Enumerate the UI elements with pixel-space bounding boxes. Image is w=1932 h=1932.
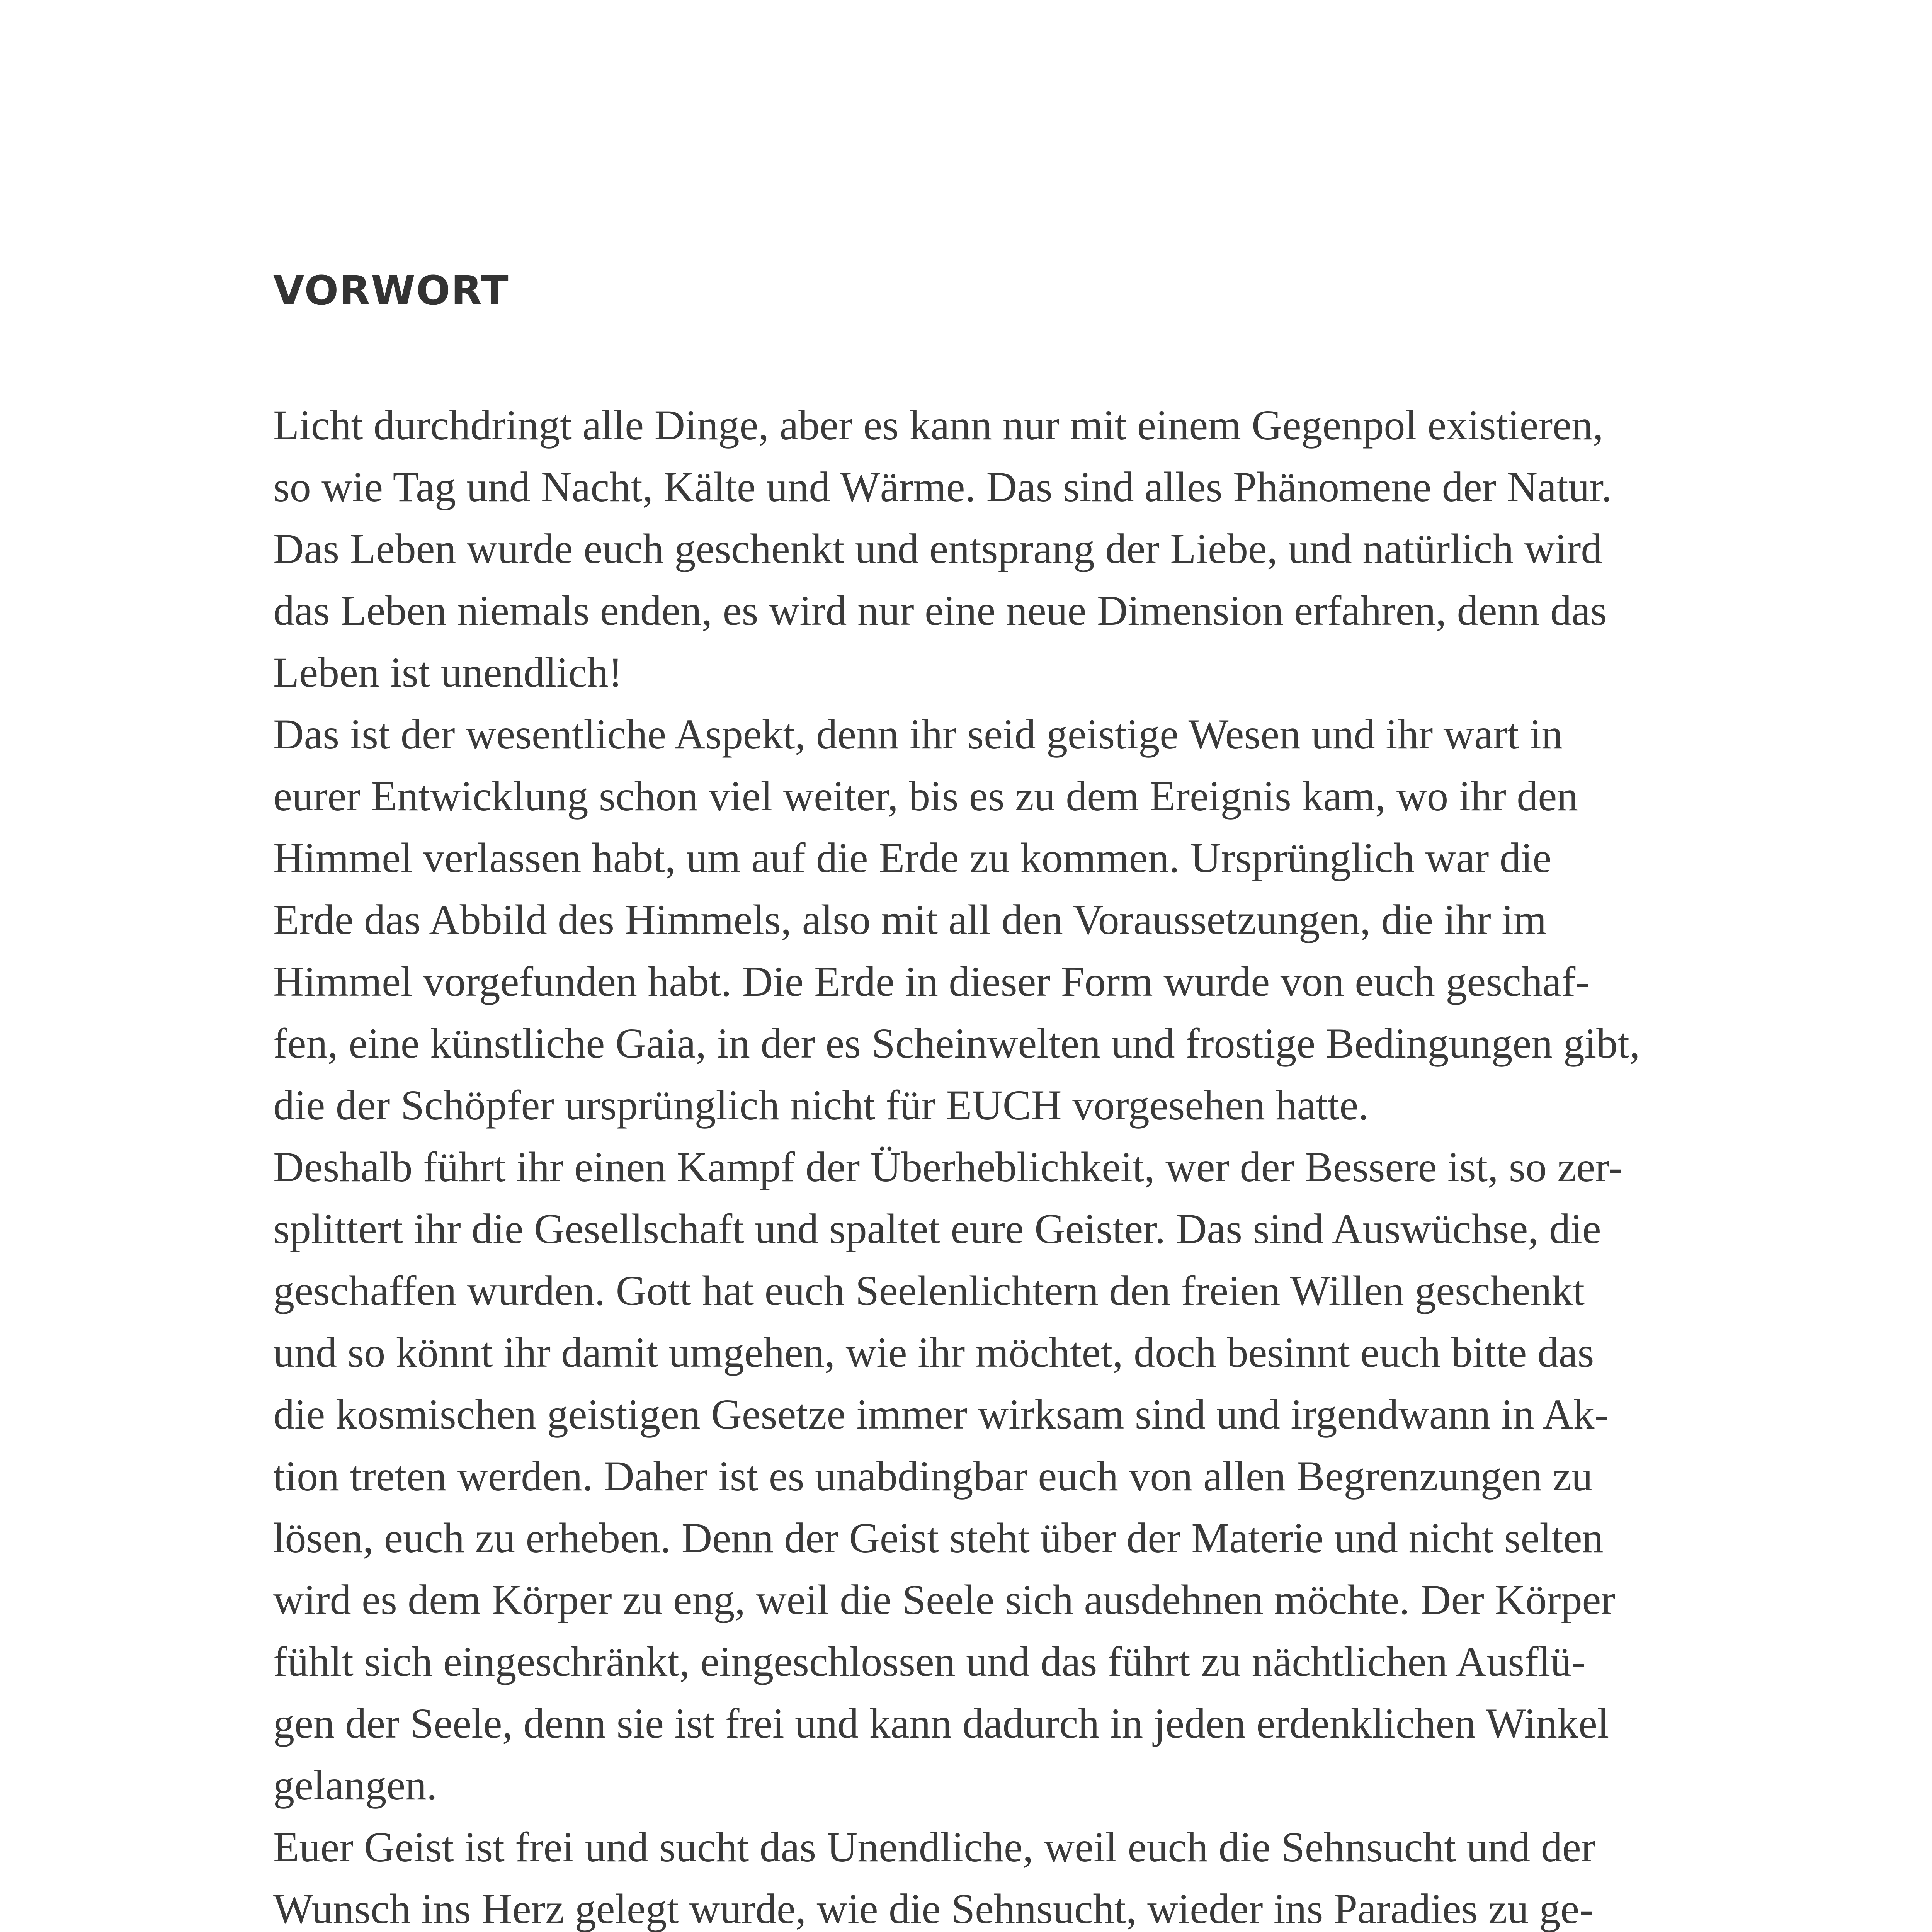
text-line: splittert ihr die Gesellschaft und spaltet eure Geister. Das sind Auswüchse, die: [273, 1205, 1601, 1252]
text-line: und so könnt ihr damit umgehen, wie ihr möchtet, doch besinnt euch bitte das: [273, 1329, 1594, 1376]
text-line: gelangen.: [273, 1762, 437, 1809]
text-line: Das Leben wurde euch geschenkt und entsprang der Liebe, und natürlich wird: [273, 525, 1602, 572]
text-line: fen, eine künstliche Gaia, in der es Scheinwelten und frostige Bedingungen gibt,: [273, 1020, 1640, 1067]
text-line: Das ist der wesentliche Aspekt, denn ihr seid geistige Wesen und ihr wart in: [273, 711, 1563, 758]
text-line: tion treten werden. Daher ist es unabdingbar euch von allen Begrenzungen zu: [273, 1452, 1593, 1500]
text-line: geschaffen wurden. Gott hat euch Seelenlichtern den freien Willen geschenkt: [273, 1267, 1585, 1314]
text-line: so wie Tag und Nacht, Kälte und Wärme. Das sind alles Phänomene der Natur.: [273, 463, 1612, 510]
text-line: Erde das Abbild des Himmels, also mit all den Voraussetzungen, die ihr im: [273, 896, 1547, 943]
text-line: Licht durchdringt alle Dinge, aber es kann nur mit einem Gegenpol existieren,: [273, 401, 1604, 449]
text-line: wird es dem Körper zu eng, weil die Seele sich ausdehnen möchte. Der Körper: [273, 1576, 1615, 1623]
text-line: die der Schöpfer ursprünglich nicht für EUCH vorgesehen hatte.: [273, 1082, 1369, 1129]
text-line: Himmel verlassen habt, um auf die Erde zu kommen. Ursprünglich war die: [273, 834, 1552, 881]
text-line: Wunsch ins Herz gelegt wurde, wie die Sehnsucht, wieder ins Paradies zu ge-: [273, 1885, 1594, 1932]
text-line: gen der Seele, denn sie ist frei und kann dadurch in jeden erdenklichen Winkel: [273, 1700, 1609, 1747]
text-line: das Leben niemals enden, es wird nur eine neue Dimension erfahren, denn das: [273, 587, 1607, 634]
text-line: eurer Entwicklung schon viel weiter, bis es zu dem Ereignis kam, wo ihr den: [273, 772, 1578, 820]
text-line: Deshalb führt ihr einen Kampf der Überheblichkeit, wer der Bessere ist, so zer-: [273, 1143, 1623, 1190]
text-line: lösen, euch zu erheben. Denn der Geist steht über der Materie und nicht selten: [273, 1514, 1604, 1561]
chapter-heading: VORWORT: [273, 267, 509, 314]
body-text: [273, 394, 1730, 1932]
text-line: Euer Geist ist frei und sucht das Unendliche, weil euch die Sehnsucht und der: [273, 1823, 1595, 1871]
text-line: die kosmischen geistigen Gesetze immer wirksam sind und irgendwann in Ak-: [273, 1391, 1609, 1438]
text-line: Leben ist unendlich!: [273, 649, 623, 696]
text-line: Himmel vorgefunden habt. Die Erde in dieser Form wurde von euch geschaf-: [273, 958, 1590, 1005]
text-line: fühlt sich eingeschränkt, eingeschlossen und das führt zu nächtlichen Ausflü-: [273, 1638, 1586, 1685]
